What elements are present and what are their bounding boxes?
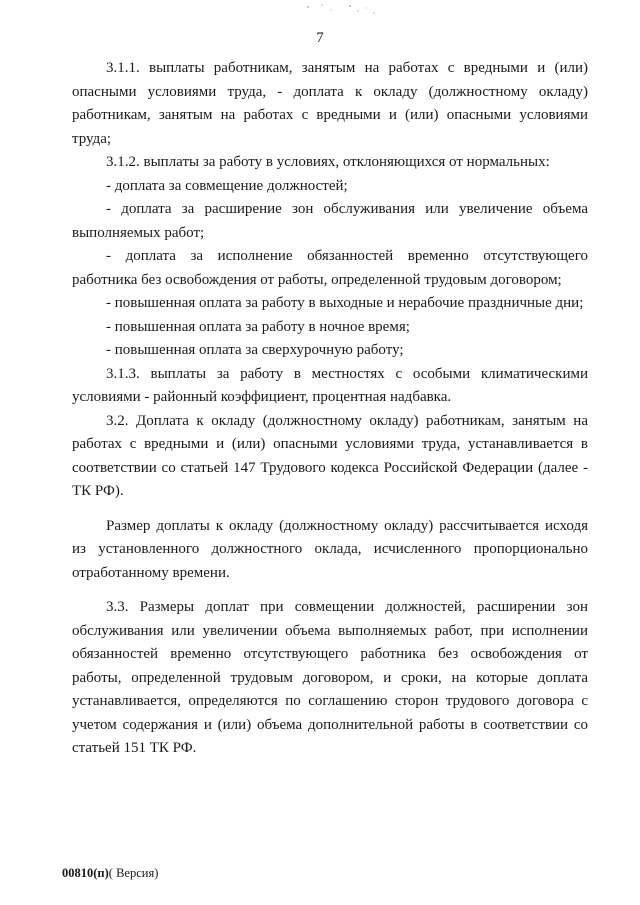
paragraph-3-2: 3.2. Доплата к окладу (должностному окладу) работникам, занятым на работах с вредными и (или) опасными условиями труда, устанавливается в соответствии со статьей 147 Трудового кодекса Российской Федерации (далее - ТК РФ).: [72, 412, 588, 499]
page-number: 7: [316, 30, 324, 46]
list-item-weekend-holiday-pay: - повышенная оплата за работу в выходные и нерабочие праздничные дни;: [106, 295, 584, 311]
paragraph-3-1-1: 3.1.1. выплаты работникам, занятым на работах с вредными и (или) опасными условиями труда, - доплата к окладу (должностному окладу) работникам, занятым на работах с вредными и (или) опасными условиями труда;: [72, 60, 588, 147]
paragraph-3-3: 3.3. Размеры доплат при совмещении должностей, расширении зон обслуживания или увеличении объема выполняемых работ, при исполнении обязанностей временно отсутствующего работника без освобождения от работы, определенной трудовым договором, и сроки, на которые доплата устанавливается, определяются по соглашению сторон трудового договора с учетом содержания и (или) объема дополнительной работы в соответствии со статьей 151 ТК РФ.: [72, 599, 588, 756]
paragraph-3-1-2: 3.1.2. выплаты за работу в условиях, отклоняющихся от нормальных:: [106, 154, 550, 170]
paragraph-3-1-3: 3.1.3. выплаты за работу в местностях с особыми климатическими условиями - районный коэффициент, процентная надбавка.: [72, 365, 588, 405]
scan-speckle: [300, 2, 380, 16]
list-item-overtime-pay: - повышенная оплата за сверхурочную работу;: [106, 342, 404, 358]
paragraph-allowance-size: Размер доплаты к окладу (должностному окладу) рассчитывается исходя из установленного должностного оклада, исчисленного пропорционально отработанному времени.: [72, 517, 588, 581]
document-version: ( Версия): [108, 866, 159, 880]
document-body: [72, 57, 588, 761]
list-item-absent-worker-duties: - доплата за исполнение обязанностей временно отсутствующего работника без освобождения от работы, определенной трудовым договором;: [72, 248, 588, 288]
list-item-combining-positions: - доплата за совмещение должностей;: [106, 177, 348, 194]
document-footer: [62, 866, 158, 881]
list-item-night-pay: - повышенная оплата за работу в ночное время;: [106, 318, 410, 335]
list-item-service-zones: - доплата за расширение зон обслуживания или увеличение объема выполняемых работ;: [72, 201, 588, 241]
document-code: 00810(п): [62, 866, 109, 880]
